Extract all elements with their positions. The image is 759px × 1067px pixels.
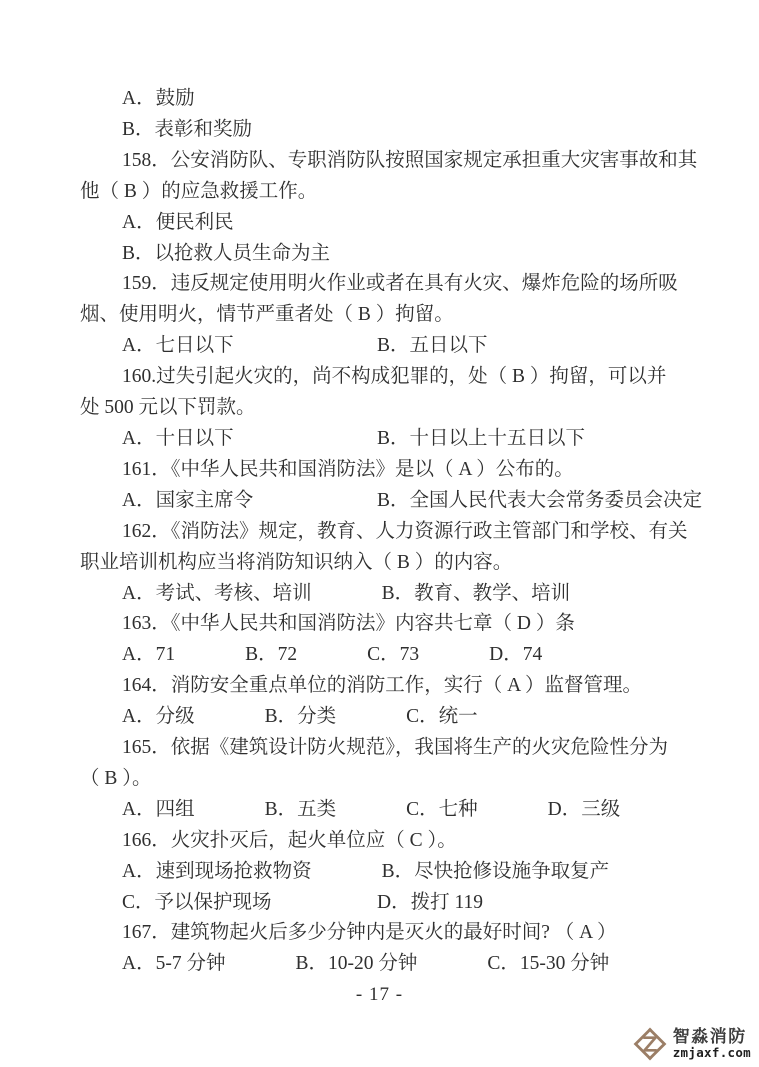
option-cell: D．三级 [547, 798, 621, 820]
text-cell: 166．火灾扑灭后，起火单位应（ C ）。 [122, 829, 457, 851]
question-continuation-line [80, 548, 686, 579]
question-continuation-line [80, 300, 686, 331]
options-row [80, 640, 686, 671]
question-list [80, 84, 703, 980]
option-line [80, 239, 686, 270]
option-cell: C．七种 [406, 798, 478, 820]
question-continuation-line [80, 764, 686, 795]
question-line [80, 609, 686, 640]
text-cell: 162．《消防法》规定，教育、人力资源行政主管部门和学校、有关 [122, 520, 688, 542]
question-line [80, 455, 686, 486]
option-cell: D．74 [489, 644, 543, 666]
text-cell: A．便民利民 [122, 211, 234, 233]
option-cell: B．十日以上十五日以下 [377, 427, 586, 449]
question-line [80, 362, 686, 393]
options-row [80, 795, 686, 826]
option-cell: A．分级 [122, 706, 195, 728]
option-cell: C．15-30 分钟 [487, 953, 610, 975]
option-cell: A．速到现场抢救物资 [122, 860, 312, 882]
text-cell: A．鼓励 [122, 88, 195, 109]
text-cell: 167．建筑物起火后多少分钟内是灭火的最好时间? （ A ） [122, 922, 617, 944]
site-logo-watermark [632, 1026, 751, 1062]
text-cell: 163．《中华人民共和国消防法》内容共七章（ D ）条 [122, 613, 575, 635]
text-cell: 158．公安消防队、专职消防队按照国家规定承担重大灾害事故和其 [122, 149, 698, 171]
option-cell: B．全国人民代表大会常务委员会决定 [377, 489, 703, 511]
option-cell: B．尽快抢修设施争取复产 [381, 860, 610, 882]
option-cell: A．5-7 分钟 [122, 953, 226, 975]
option-line [80, 208, 686, 239]
logo-name: 智淼消防 [672, 1026, 747, 1046]
option-cell: B．教育、教学、培训 [381, 582, 571, 604]
options-row [80, 888, 686, 919]
text-cell: （ B ）。 [80, 767, 152, 789]
options-row [80, 857, 686, 888]
text-cell: 164．消防安全重点单位的消防工作，实行（ A ）监督管理。 [122, 675, 643, 697]
option-line [80, 115, 686, 146]
option-line [80, 84, 686, 115]
text-cell: 165．依据《建筑设计防火规范》，我国将生产的火灾危险性分为 [122, 737, 669, 759]
question-line [80, 269, 686, 300]
option-cell: B．10-20 分钟 [295, 953, 418, 975]
option-cell: C．73 [367, 644, 420, 666]
option-cell: C．予以保护现场 [122, 891, 272, 913]
option-cell: A．十日以下 [122, 427, 234, 449]
text-cell: 职业培训机构应当将消防知识纳入（ B ）的内容。 [80, 551, 513, 573]
options-row [80, 331, 686, 362]
option-cell: A．七日以下 [122, 335, 234, 357]
options-row [80, 949, 686, 980]
option-cell: B．72 [245, 644, 298, 666]
text-cell: 烟、使用明火，情节严重者处（ B ）拘留。 [80, 304, 454, 326]
question-continuation-line [80, 177, 686, 208]
question-line [80, 918, 686, 949]
option-cell: A．考试、考核、培训 [122, 582, 312, 604]
question-line [80, 826, 686, 857]
text-cell: B．以抢救人员生命为主 [122, 242, 331, 264]
options-row [80, 424, 686, 455]
options-row [80, 486, 703, 517]
question-line [80, 517, 686, 548]
text-cell: 159．违反规定使用明火作业或者在具有火灾、爆炸危险的场所吸 [122, 273, 678, 295]
option-cell: A．71 [122, 644, 176, 666]
options-row [80, 702, 686, 733]
text-cell: 160.过失引起火灾的，尚不构成犯罪的，处（ B ）拘留，可以并 [122, 366, 667, 388]
option-cell: B．分类 [264, 706, 337, 728]
text-cell: B．表彰和奖励 [122, 118, 253, 140]
page-number: - 17 - [355, 984, 404, 1005]
question-continuation-line [80, 393, 686, 424]
question-line [80, 671, 686, 702]
logo-domain: zmjaxf.com [672, 1045, 751, 1061]
option-cell: A．国家主席令 [122, 489, 254, 511]
option-cell: B．五类 [264, 798, 337, 820]
logo-text [673, 1028, 751, 1060]
options-row [80, 579, 686, 610]
option-cell: C．统一 [406, 706, 478, 728]
question-line [80, 146, 698, 177]
text-cell: 161．《中华人民共和国消防法》是以（ A ）公布的。 [122, 458, 574, 480]
diamond-z-icon [632, 1026, 668, 1062]
text-cell: 处 500 元以下罚款。 [80, 397, 256, 419]
option-cell: B．五日以下 [377, 335, 488, 357]
text-cell: 他（ B ）的应急救援工作。 [80, 180, 318, 202]
question-line [80, 733, 686, 764]
option-cell: D．拨打 119 [377, 891, 483, 913]
option-cell: A．四组 [122, 798, 195, 820]
